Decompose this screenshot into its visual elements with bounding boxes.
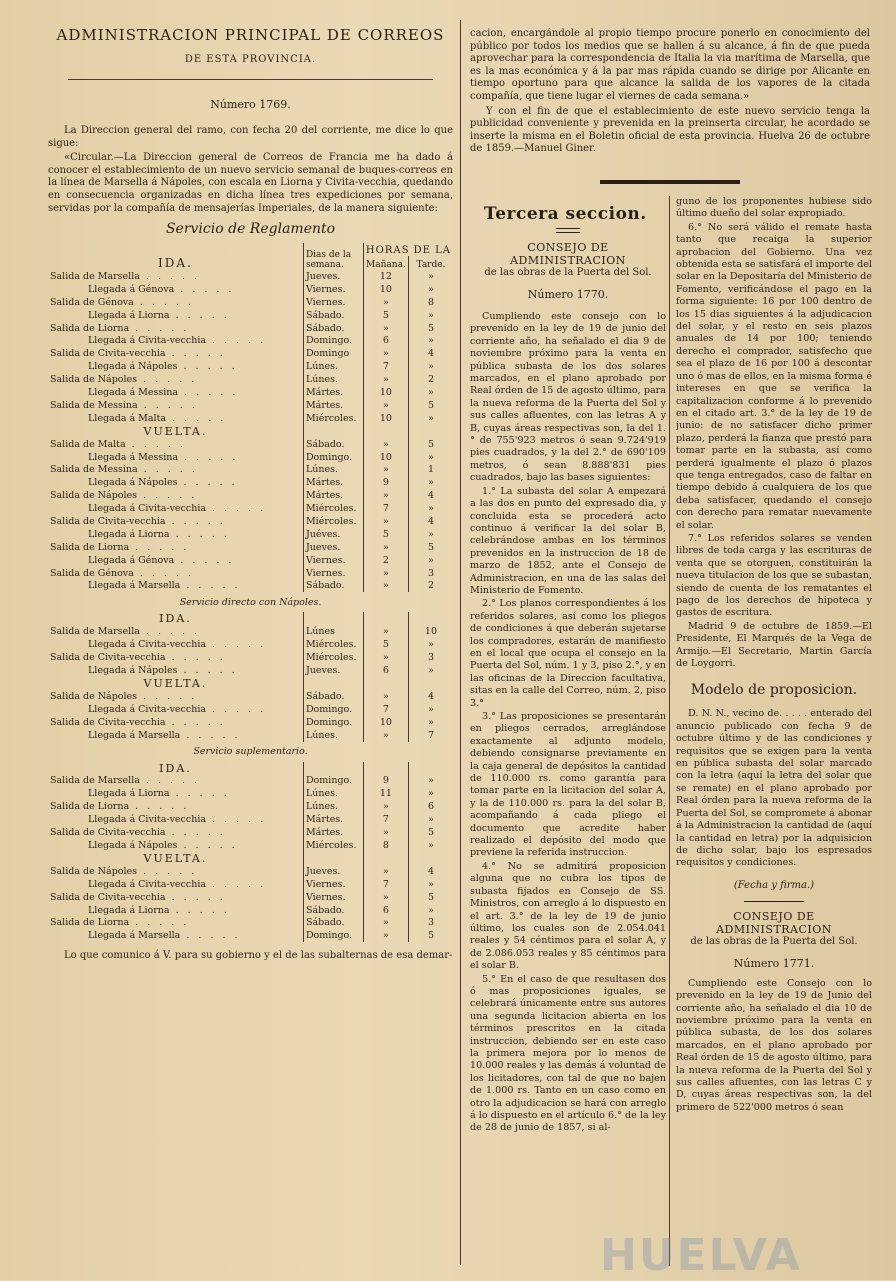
place-cell: Salida de Messina . . . (48, 464, 303, 477)
afternoon-cell: » (408, 386, 453, 399)
service-title: Servicio de Reglamento (165, 221, 336, 238)
place-cell: Llegada á Malta . . . (48, 412, 303, 425)
divider (744, 901, 804, 902)
place-cell: Salida de Liorna . . . (48, 322, 303, 335)
afternoon-cell: » (408, 335, 453, 348)
divider (68, 79, 433, 80)
place-cell: Salida de Marsella . . . (48, 270, 303, 283)
table-row (48, 580, 453, 593)
morning-cell: 6 (363, 904, 408, 917)
place-cell: Salida de Nápoles . . . (48, 373, 303, 386)
place-cell: Llegada á Liorna . . . (48, 904, 303, 917)
ida-heading: IDA. (158, 256, 193, 271)
table-row (48, 929, 453, 942)
place-cell: Llegada á Génova . . . (48, 283, 303, 296)
morning-cell: 6 (363, 664, 408, 677)
afternoon-cell: » (408, 664, 453, 677)
table-row (48, 322, 453, 335)
day-cell: Sábado. (303, 309, 363, 322)
afternoon-cell: 5 (408, 399, 453, 412)
morning-cell: » (363, 438, 408, 451)
place-cell: Llegada á Nápoles . . . (48, 476, 303, 489)
place-cell: Llegada á Génova . . . (48, 554, 303, 567)
table-row (48, 904, 453, 917)
morning-cell: 8 (363, 839, 408, 852)
day-cell: Mártes. (303, 476, 363, 489)
ida-heading: IDA. (159, 612, 192, 626)
thick-divider (600, 180, 740, 184)
afternoon-cell: 3 (408, 916, 453, 929)
table-row (48, 296, 453, 309)
afternoon-cell: » (408, 904, 453, 917)
right-column (676, 196, 872, 1268)
afternoon-cell: 5 (408, 891, 453, 904)
table-row (48, 270, 453, 283)
table-row (48, 775, 453, 788)
afternoon-cell: 4 (408, 347, 453, 360)
morning-cell: » (363, 489, 408, 502)
col-days: Dias de la semana. (303, 243, 363, 270)
consejo-title: CONSEJO DE ADMINISTRACION (510, 241, 626, 267)
morning-cell: 9 (363, 476, 408, 489)
morning-cell: » (363, 347, 408, 360)
place-cell: Llegada á Messina . . . (48, 386, 303, 399)
continuation-paragraph: cacion, encargándole al propio tiempo procure ponerlo en conocimiento del público por todos los medios que se hallen á su alcance, á fin de que pueda aprovechar para la correspondencia de Italia la via marítima de Marsella, que es la mas económica y á la par mas rápida cuando se dirige por Alicante en tiempo oportuno para que alcance la salida de los vapores de la citada compañía, que tiene lugar el viernes de cada semana.» (470, 28, 870, 102)
place-cell: Salida de Civita-vecchia . . . (48, 716, 303, 729)
place-cell: Salida de Nápoles . . . (48, 489, 303, 502)
day-cell: Domingo. (303, 335, 363, 348)
morning-cell: 7 (363, 878, 408, 891)
table-row (48, 347, 453, 360)
afternoon-cell: 4 (408, 690, 453, 703)
morning-cell: » (363, 865, 408, 878)
morning-cell: 10 (363, 716, 408, 729)
table-row (48, 625, 453, 638)
place-cell: Salida de Civita-vecchia . . . (48, 515, 303, 528)
table-row (48, 335, 453, 348)
afternoon-cell: » (408, 716, 453, 729)
body-paragraph: guno de los proponentes hubiese sido último dueño del solar expropiado. (676, 196, 872, 220)
consejo-subtitle: de las obras de la Puerta del Sol. (484, 267, 652, 278)
morning-cell: 7 (363, 502, 408, 515)
day-cell: Viernes. (303, 296, 363, 309)
place-cell: Llegada á Civita-vecchia . . . (48, 638, 303, 651)
vuelta-heading: VUELTA. (143, 851, 208, 865)
afternoon-cell: 6 (408, 800, 453, 813)
notice-number: Número 1770. (527, 288, 609, 301)
conditions-body (676, 196, 872, 670)
day-cell: Lúnes. (303, 729, 363, 742)
place-cell: Llegada á Nápoles . . . (48, 839, 303, 852)
afternoon-cell: 4 (408, 865, 453, 878)
table-row (48, 567, 453, 580)
body-paragraph: 6.° No será válido el remate hasta tanto que recaiga la superior aprobacion del Gobierno. Una vez obtenida esta se satisfará el importe del solar en la Depositaría del Ministerio de Fomento, verificándose el pago en la forma siguiente: 16 por 100 dentro de los 15 dias siguientes á la adjudicacion del solar, y el resto en seis plazos anuales de 14 por 100; teniendo derecho el comprador, satisfecho que sea el plazo de 16 por 100 á descontar uno ó mas de ellos, en la misma forma é intereses en que se verifica la capitalizacion conforme á lo prevenido en el citado art. 3.° de la ley de 19 de junio: de no satisfacer dicho primer plazo, perderá la fianza que prestó para tomar parte en la subasta, así como perderá igualmente el plazo ó plazos que tenga entregados, caso de faltar en tiempo debido á cualquiera de los que deba satisfacer, quedando el consejo con derecho para rematar nuevamente el solar. (676, 221, 872, 531)
table-row (48, 865, 453, 878)
morning-cell: 11 (363, 787, 408, 800)
place-cell: Salida de Liorna . . . (48, 541, 303, 554)
column-divider (460, 20, 461, 1265)
place-cell: Salida de Messina . . . (48, 399, 303, 412)
continuation-text (470, 28, 870, 178)
day-cell: Sábado. (303, 322, 363, 335)
place-cell: Llegada á Civita-vecchia . . . (48, 813, 303, 826)
day-cell: Miércoles. (303, 412, 363, 425)
place-cell: Llegada á Liorna . . . (48, 528, 303, 541)
place-cell: Llegada á Civita-vecchia . . . (48, 703, 303, 716)
table-row (48, 638, 453, 651)
fecha-firma: (Fecha y firma.) (733, 879, 815, 891)
morning-cell: 10 (363, 386, 408, 399)
day-cell: Viernes. (303, 567, 363, 580)
table-row (48, 891, 453, 904)
morning-cell: 7 (363, 813, 408, 826)
day-cell: Lúnes (303, 625, 363, 638)
day-cell: Domingo (303, 347, 363, 360)
morning-cell: 7 (363, 360, 408, 373)
morning-cell: » (363, 916, 408, 929)
place-cell: Salida de Civita-vecchia . . . (48, 891, 303, 904)
afternoon-cell: 8 (408, 296, 453, 309)
morning-cell: 2 (363, 554, 408, 567)
day-cell: Domingo. (303, 716, 363, 729)
consejo-subtitle: de las obras de la Puerta del Sol. (690, 935, 858, 947)
day-cell: Juéves. (303, 528, 363, 541)
table-row (48, 309, 453, 322)
morning-cell: » (363, 515, 408, 528)
service-direct-title: Servicio directo con Nápoles. (179, 596, 322, 608)
morning-cell: » (363, 464, 408, 477)
day-cell: Domingo. (303, 775, 363, 788)
place-cell: Salida de Liorna . . . (48, 800, 303, 813)
afternoon-cell: » (408, 787, 453, 800)
afternoon-cell: » (408, 878, 453, 891)
table-header (48, 243, 453, 256)
morning-cell: » (363, 690, 408, 703)
table-row (48, 502, 453, 515)
body-paragraph: Madrid 9 de octubre de 1859.—El Presidente, El Marqués de la Vega de Armijo.—El Secretario, Martin García de Loygorri. (676, 620, 872, 670)
afternoon-cell: 3 (408, 651, 453, 664)
afternoon-cell: » (408, 775, 453, 788)
place-cell: Salida de Génova . . . (48, 567, 303, 580)
day-cell: Sábado. (303, 438, 363, 451)
morning-cell: » (363, 399, 408, 412)
intro-paragraph: «Circular.—La Direccion general de Correos de Francia me ha dado á conocer el establecimiento de un nuevo servicio semanal de buques-correos en la línea de Marsella á Nápoles, con escala en Liorna y Civita-vecchia, quedando en consecuencia organizadas en dicha línea tres expediciones por semana, servidas por la compañía de mensajerías Imperiales, de la manera siguiente: (48, 152, 453, 214)
section-title: ADMINISTRACION PRINCIPAL DE CORREOS (56, 26, 445, 44)
library-watermark: HUELVA (600, 1230, 802, 1281)
morning-cell: » (363, 729, 408, 742)
day-cell: Miércoles. (303, 651, 363, 664)
afternoon-cell: 2 (408, 580, 453, 593)
day-cell: Miércoles. (303, 502, 363, 515)
table-row (48, 703, 453, 716)
day-cell: Jueves. (303, 270, 363, 283)
notice-number: Número 1769. (210, 98, 291, 111)
modelo-title: Modelo de proposicion. (690, 682, 858, 699)
col-hours: HORAS DE LA (363, 243, 453, 256)
morning-cell: » (363, 580, 408, 593)
table-row (48, 464, 453, 477)
afternoon-cell: » (408, 309, 453, 322)
table-row (48, 813, 453, 826)
final-paragraph: Cumpliendo este Consejo con lo prevenido en la ley de 19 de Junio del corriente año, ha señalado el dia 10 de noviembre próximo para la venta en pública subasta, de los dos solares marcados, en el plano aprobado por Real órden de 15 de agosto último, para la nueva reforma de la Puerta del Sol y sus calles afluentes, con las letras C y D, cuyas áreas respectivas son, la del primero de 522'000 metros ó sean (676, 977, 872, 1113)
place-cell: Llegada á Messina . . . (48, 451, 303, 464)
morning-cell: 12 (363, 270, 408, 283)
morning-cell: 7 (363, 703, 408, 716)
place-cell: Salida de Liorna . . . (48, 916, 303, 929)
service-supplementary-title: Servicio suplementario. (193, 746, 308, 758)
table-row (48, 787, 453, 800)
table-row (48, 489, 453, 502)
body-paragraph: 5.° En el caso de que resultasen dos ó mas proposiciones iguales, se celebrará únicamente entre sus autores una segunda licitacion abierta en los términos prescritos en la citada instruccion, debiendo ser en este caso la primera mejora por lo menos de 10.000 reales y las demás á voluntad de los licitadores, con tal de que no bajen de 1.000 rs. Tanto en un caso como en otro la adjudicacion se hará con arreglo á lo dispuesto en el artículo 6.° de la ley de 28 de junio de 1857, si al- (470, 973, 666, 1134)
place-cell: Salida de Nápoles . . . (48, 865, 303, 878)
morning-cell: 10 (363, 412, 408, 425)
afternoon-cell: » (408, 412, 453, 425)
place-cell: Salida de Génova . . . (48, 296, 303, 309)
consejo-title: CONSEJO DE ADMINISTRACION (716, 909, 832, 936)
table-row (48, 664, 453, 677)
day-cell: Mártes. (303, 826, 363, 839)
afternoon-cell: » (408, 839, 453, 852)
afternoon-cell: 3 (408, 567, 453, 580)
col-morning: Mañana. (363, 256, 408, 270)
modelo-text: D. N. N., vecino de. . . . . enterado del anuncio publicado con fecha 9 de octubre último y de las condiciones y requisitos que se exigen para la venta en pública subasta del solar marcado con la letra (aquí la letra del solar que se remate) en el plano aprobado por Real órden para la nueva reforma de la Puerta del Sol, se compromete á abonar á la Administracion la cantidad de (aquí la cantidad en letra) por la adquisicion de dicho solar, bajo los espresados requisitos y condiciones. (676, 708, 872, 869)
place-cell: Llegada á Marsella . . . (48, 729, 303, 742)
table-row (48, 839, 453, 852)
place-cell: Salida de Marsella . . . (48, 775, 303, 788)
afternoon-cell: » (408, 476, 453, 489)
table-row (48, 515, 453, 528)
table-row (48, 438, 453, 451)
afternoon-cell: » (408, 270, 453, 283)
table-row (48, 651, 453, 664)
table-row (48, 528, 453, 541)
place-cell: Llegada á Nápoles . . . (48, 664, 303, 677)
day-cell: Viernes. (303, 891, 363, 904)
vuelta-heading: VUELTA. (143, 676, 208, 690)
tercera-body (470, 311, 666, 1135)
morning-cell: » (363, 567, 408, 580)
day-cell: Miércoles. (303, 515, 363, 528)
body-paragraph: 1.° La subasta del solar A empezará a las dos en punto del expresado dia, y concluida esta se procederá acto continuo á verificar la del solar B, celebrándose ambas en los términos prevenidos en la instruccion de 18 de marzo de 1852, ante el Consejo de Administracion, en una de las salas del Ministerio de Fomento. (470, 485, 666, 596)
morning-cell: 10 (363, 283, 408, 296)
afternoon-cell: » (408, 813, 453, 826)
day-cell: Mártes. (303, 399, 363, 412)
place-cell: Llegada á Marsella . . . (48, 929, 303, 942)
afternoon-cell: » (408, 528, 453, 541)
morning-cell: » (363, 891, 408, 904)
afternoon-cell: 5 (408, 826, 453, 839)
continuation-paragraph: Y con el fin de que el establecimiento de este nuevo servicio tenga la publicidad conveniente y prevenida en la preinserta circular, he acordado se inserte la misma en el Boletin oficial de esta provincia. Huelva 26 de octubre de 1859.—Manuel Giner. (470, 105, 870, 155)
table-row (48, 412, 453, 425)
afternoon-cell: 5 (408, 541, 453, 554)
day-cell: Jueves. (303, 541, 363, 554)
afternoon-cell: » (408, 703, 453, 716)
notice-number: Número 1771. (733, 956, 815, 970)
day-cell: Lúnes. (303, 373, 363, 386)
day-cell: Sábado. (303, 904, 363, 917)
afternoon-cell: 4 (408, 489, 453, 502)
tercera-column (470, 196, 666, 1268)
morning-cell: » (363, 625, 408, 638)
place-cell: Salida de Civita-vecchia . . . (48, 826, 303, 839)
table-row (48, 826, 453, 839)
table-row (48, 916, 453, 929)
afternoon-cell: 5 (408, 322, 453, 335)
place-cell: Salida de Civita-vecchia . . . (48, 651, 303, 664)
morning-cell: 6 (363, 335, 408, 348)
morning-cell: 9 (363, 775, 408, 788)
day-cell: Domingo. (303, 703, 363, 716)
column-divider (669, 196, 670, 1266)
intro-paragraph: La Direccion general del ramo, con fecha 20 del corriente, me dice lo que sigue: (48, 125, 453, 149)
afternoon-cell: 4 (408, 515, 453, 528)
table-row (48, 690, 453, 703)
table-row (48, 729, 453, 742)
body-paragraph: 2.° Los planos correspondientes á los referidos solares, así como los pliegos de condiciones á que deberán sujetarse los compradores, estarán de manifiesto en el local que ocupa el consejo en la Puerta del Sol, núm. 1 y 3, piso 2.°, y en las oficinas de la Direccion facultativa, sitas en la calle del Correo, núm. 2, piso 3.° (470, 598, 666, 709)
morning-cell: 5 (363, 309, 408, 322)
day-cell: Miércoles. (303, 638, 363, 651)
table-row (48, 800, 453, 813)
morning-cell: » (363, 800, 408, 813)
day-cell: Viernes. (303, 554, 363, 567)
afternoon-cell: » (408, 502, 453, 515)
table-row (48, 451, 453, 464)
table-row (48, 360, 453, 373)
morning-cell: 5 (363, 638, 408, 651)
afternoon-cell: 5 (408, 438, 453, 451)
place-cell: Llegada á Liorna . . . (48, 787, 303, 800)
table-row (48, 476, 453, 489)
day-cell: Lúnes. (303, 360, 363, 373)
day-cell: Lúnes. (303, 800, 363, 813)
section-subtitle: DE ESTA PROVINCIA. (184, 54, 317, 65)
place-cell: Llegada á Liorna . . . (48, 309, 303, 322)
schedule-table (48, 243, 453, 942)
table-row (48, 399, 453, 412)
body-paragraph: 7.° Los referidos solares se venden libres de toda carga y las escrituras de venta que se otorguen, constituirán la nueva titulacion de los que se subastan, siendo de cuenta de los rematantes el pago de los derechos de hipoteca y gastos de escritura. (676, 532, 872, 619)
table-row (48, 716, 453, 729)
day-cell: Miércoles. (303, 839, 363, 852)
place-cell: Salida de Civita-vecchia . . . (48, 347, 303, 360)
ornament (556, 228, 580, 233)
morning-cell: » (363, 373, 408, 386)
day-cell: Mártes. (303, 813, 363, 826)
table-row (48, 554, 453, 567)
tercera-title: Tercera seccion. (484, 204, 647, 224)
table-row (48, 373, 453, 386)
afternoon-cell: » (408, 360, 453, 373)
afternoon-cell: 2 (408, 373, 453, 386)
day-cell: Sábado. (303, 690, 363, 703)
place-cell: Llegada á Marsella . . . (48, 580, 303, 593)
day-cell: Lúnes. (303, 787, 363, 800)
day-cell: Sábado. (303, 916, 363, 929)
body-paragraph: Cumpliendo este consejo con lo prevenido en la ley de 19 de junio del corriente año, ha señalado el dia 9 de noviembre próximo para la venta en pública subasta de los dos solares marcados, en el plano aprobado por Real órden de 15 de agosto último, para la nueva reforma de la Puerta del Sol y sus calles afluentes, con las letras A y B, cuyas áreas respectivas son, la del 1.° de 755'923 metros ó sean 9.724'919 pies cuadrados, y la del 2.° de 690'109 metros, ó sean 8.888'831 pies cuadrados, bajo las bases siguientes: (470, 311, 666, 484)
afternoon-cell: » (408, 283, 453, 296)
day-cell: Lúnes. (303, 464, 363, 477)
closing-paragraph: Lo que comunico á V. para su gobierno y el de las subalternas de esa demar- (64, 950, 453, 962)
place-cell: Llegada á Civita-vecchia . . . (48, 335, 303, 348)
afternoon-cell: 7 (408, 729, 453, 742)
col-afternoon: Tarde. (408, 256, 453, 270)
day-cell: Mártes. (303, 386, 363, 399)
ida-heading: IDA. (159, 761, 192, 775)
day-cell: Jueves. (303, 664, 363, 677)
afternoon-cell: 10 (408, 625, 453, 638)
place-cell: Salida de Nápoles . . . (48, 690, 303, 703)
day-cell: Domingo. (303, 451, 363, 464)
morning-cell: » (363, 929, 408, 942)
morning-cell: » (363, 296, 408, 309)
morning-cell: 10 (363, 451, 408, 464)
body-paragraph: 4.° No se admitirá proposicion alguna que no cubra los tipos de subasta fijados en Consejo de SS. Ministros, con arreglo á lo dispuesto en el art. 3.° de la ley de 19 de junio último, los cuales son de 2.054.041 reales y 54 céntimos para el solar A, y de 2.086.053 reales y 85 céntimos para el solar B. (470, 860, 666, 972)
day-cell: Sábado. (303, 580, 363, 593)
morning-cell: » (363, 651, 408, 664)
body-paragraph: 3.° Las proposiciones se presentarán en pliegos cerrados, arreglándose exactamente al adjunto modelo, debiendo consignarse previamente en la caja general de depósitos la cantidad de 110.000 rs. como garantía para tomar parte en la licitacion del solar A, y la de 110.000 rs. para la del solar B, acompañando á cada pliego el documento que acredite haber realizado el depósito del modo que previene la referida instruccion. (470, 711, 666, 859)
table-row (48, 283, 453, 296)
afternoon-cell: 1 (408, 464, 453, 477)
left-column (48, 22, 453, 1232)
day-cell: Viernes. (303, 283, 363, 296)
table-row (48, 541, 453, 554)
day-cell: Domingo. (303, 929, 363, 942)
day-cell: Mártes. (303, 489, 363, 502)
table-row (48, 878, 453, 891)
afternoon-cell: » (408, 451, 453, 464)
morning-cell: 5 (363, 528, 408, 541)
day-cell: Jueves. (303, 865, 363, 878)
afternoon-cell: » (408, 554, 453, 567)
afternoon-cell: 5 (408, 929, 453, 942)
vuelta-heading: VUELTA. (143, 424, 208, 438)
place-cell: Llegada á Civita-vecchia . . . (48, 502, 303, 515)
place-cell: Salida de Marsella . . . (48, 625, 303, 638)
place-cell: Llegada á Nápoles . . . (48, 360, 303, 373)
afternoon-cell: » (408, 638, 453, 651)
table-row (48, 386, 453, 399)
day-cell: Viernes. (303, 878, 363, 891)
morning-cell: » (363, 541, 408, 554)
place-cell: Salida de Malta . . . (48, 438, 303, 451)
morning-cell: » (363, 322, 408, 335)
place-cell: Llegada á Civita-vecchia . . . (48, 878, 303, 891)
morning-cell: » (363, 826, 408, 839)
